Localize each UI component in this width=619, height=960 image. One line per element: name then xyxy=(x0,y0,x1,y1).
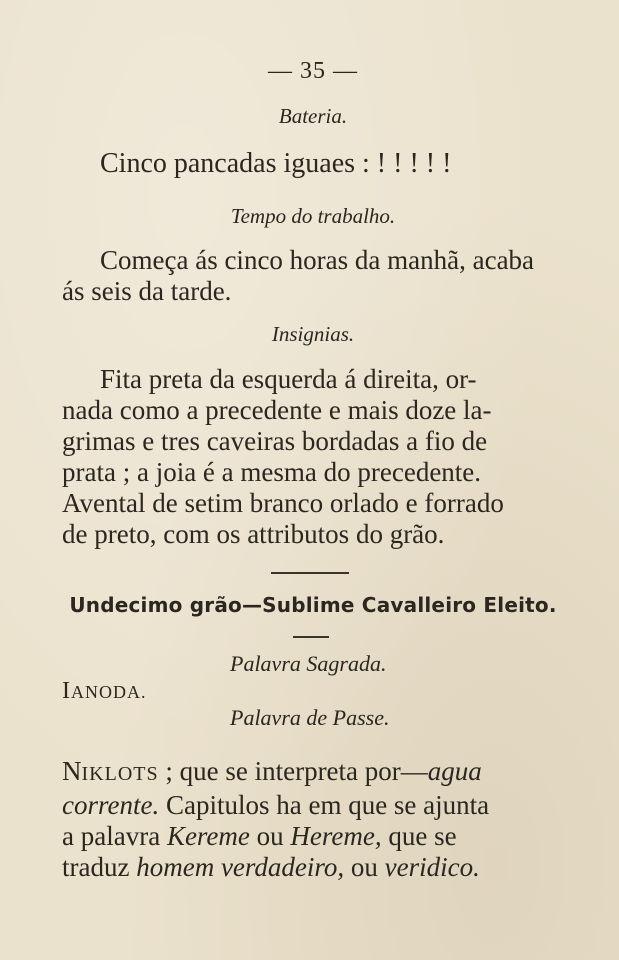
niklots-text: ; que se interpreta por— xyxy=(158,756,428,786)
niklots-italic: corrente. xyxy=(62,790,160,820)
insignias-paragraph xyxy=(62,364,564,550)
insignias-line: grimas e tres caveiras bordadas a fio de xyxy=(62,426,488,456)
tempo-line-2: ás seis da tarde. xyxy=(62,276,232,306)
niklots-line-3 xyxy=(62,821,564,852)
niklots-text: que se xyxy=(381,821,457,851)
insignias-line: Avental de setim branco orlado e forrado xyxy=(62,488,504,518)
page-number: — 35 — xyxy=(268,58,358,84)
word-ianoda xyxy=(62,678,147,705)
niklots-italic: homem verdadeiro, xyxy=(136,852,345,882)
pass-word-label: Palavra de Passe. xyxy=(230,705,390,730)
niklots-text: Capitulos ha em que se ajunta xyxy=(159,790,490,820)
niklots-italic: veridico. xyxy=(384,852,480,882)
heading-insignias: Insignias. xyxy=(271,322,355,346)
insignias-line: nada como a precedente e mais doze la- xyxy=(62,395,492,425)
insignias-line: prata ; a joia é a mesma do precedente. xyxy=(62,457,482,487)
niklots-paragraph xyxy=(62,756,564,883)
niklots-name xyxy=(62,756,159,786)
niklots-line-1 xyxy=(62,756,564,790)
word-ianoda-initial: I xyxy=(62,678,71,704)
short-divider xyxy=(293,636,329,638)
niklots-rest: IKLOTS xyxy=(81,763,159,785)
niklots-line-4 xyxy=(62,852,564,883)
niklots-text: ou xyxy=(249,821,291,851)
niklots-initial: N xyxy=(62,756,82,786)
tempo-paragraph xyxy=(62,245,564,307)
word-ianoda-rest: ANODA. xyxy=(71,682,147,702)
sacred-word-label: Palavra Sagrada. xyxy=(230,651,387,676)
insignias-line: de preto, com os attributos do grão. xyxy=(62,519,445,549)
degree-title: Undecimo grão—Sublime Cavalleiro Eleito. xyxy=(69,593,557,617)
niklots-text: ou xyxy=(344,852,385,882)
section-divider xyxy=(271,572,349,574)
insignias-line: Fita preta da esquerda á direita, or- xyxy=(100,364,477,394)
niklots-italic: Hereme, xyxy=(290,821,382,851)
niklots-italic: agua xyxy=(427,756,482,786)
niklots-line-2 xyxy=(62,790,564,821)
heading-tempo-do-trabalho: Tempo do trabalho. xyxy=(230,204,396,228)
tempo-line-1: Começa ás cinco horas da manhã, acaba xyxy=(100,245,535,275)
heading-bateria: Bateria. xyxy=(278,104,348,128)
bateria-text: Cinco pancadas iguaes : ! ! ! ! ! xyxy=(100,148,452,179)
niklots-text: a palavra xyxy=(62,821,167,851)
niklots-text: traduz xyxy=(62,852,137,882)
niklots-italic: Kereme xyxy=(166,821,250,851)
